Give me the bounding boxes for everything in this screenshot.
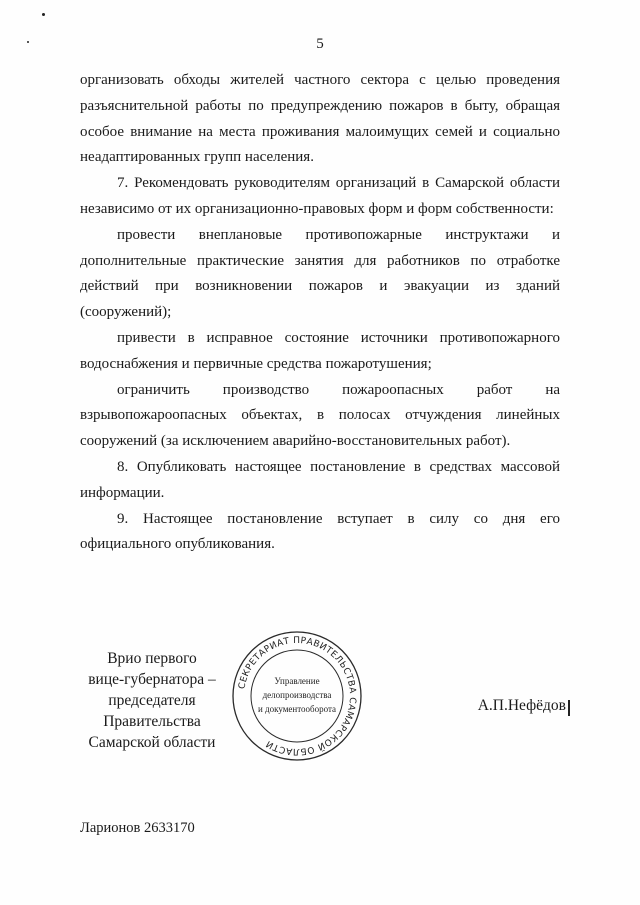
paragraph: ограничить производство пожароопасных работ на взрывопожароопасных объектах, в полосах отчуждения линейных сооружений (за исключением аварийно-восстановительных работ). <box>80 381 560 450</box>
scan-speck <box>42 13 45 16</box>
stamp-arc-text: СЕКРЕТАРИАТ ПРАВИТЕЛЬСТВА САМАРСКОЙ ОБЛАСТИ <box>237 635 358 757</box>
position-line: Самарской области <box>88 734 216 751</box>
paragraph: провести внеплановые противопожарные инструктажи и дополнительные практические занятия для работников по отработке действий при возникновении пожаров и эвакуации из зданий (сооружений); <box>80 226 560 321</box>
executor-note: Ларионов 2633170 <box>80 820 195 836</box>
document-body <box>80 68 560 558</box>
position-line: Врио первого <box>107 650 197 667</box>
paragraph: 7. Рекомендовать руководителям организаций в Самарской области независимо от их организационно-правовых форм и форм собственности: <box>80 175 560 217</box>
official-stamp <box>230 629 364 763</box>
signatory-position <box>62 648 242 753</box>
stamp-inner-line: делопроизводства <box>262 690 332 700</box>
position-line: председателя Правительства <box>103 692 201 730</box>
signature-mark <box>568 700 570 716</box>
stamp-seal-icon <box>230 629 364 763</box>
position-line: вице-губернатора – <box>88 671 216 688</box>
paragraph: привести в исправное состояние источники противопожарного водоснабжения и первичные средства пожаротушения; <box>80 329 560 372</box>
paragraph: 9. Настоящее постановление вступает в силу со дня его официального опубликования. <box>80 510 560 553</box>
page-number: 5 <box>316 36 324 52</box>
stamp-inner-line: Управление <box>274 676 320 686</box>
paragraph: 8. Опубликовать настоящее постановление в средствах массовой информации. <box>80 458 560 501</box>
signatory-name: А.П.Нефёдов <box>477 697 566 714</box>
paragraph: организовать обходы жителей частного сектора с целью проведения разъяснительной работы по предупреждению пожаров в быту, обращая особое внимание на места проживания малоимущих семей и социально неадаптированных групп населения. <box>80 72 560 166</box>
stamp-inner-line: и документооборота <box>257 704 337 714</box>
